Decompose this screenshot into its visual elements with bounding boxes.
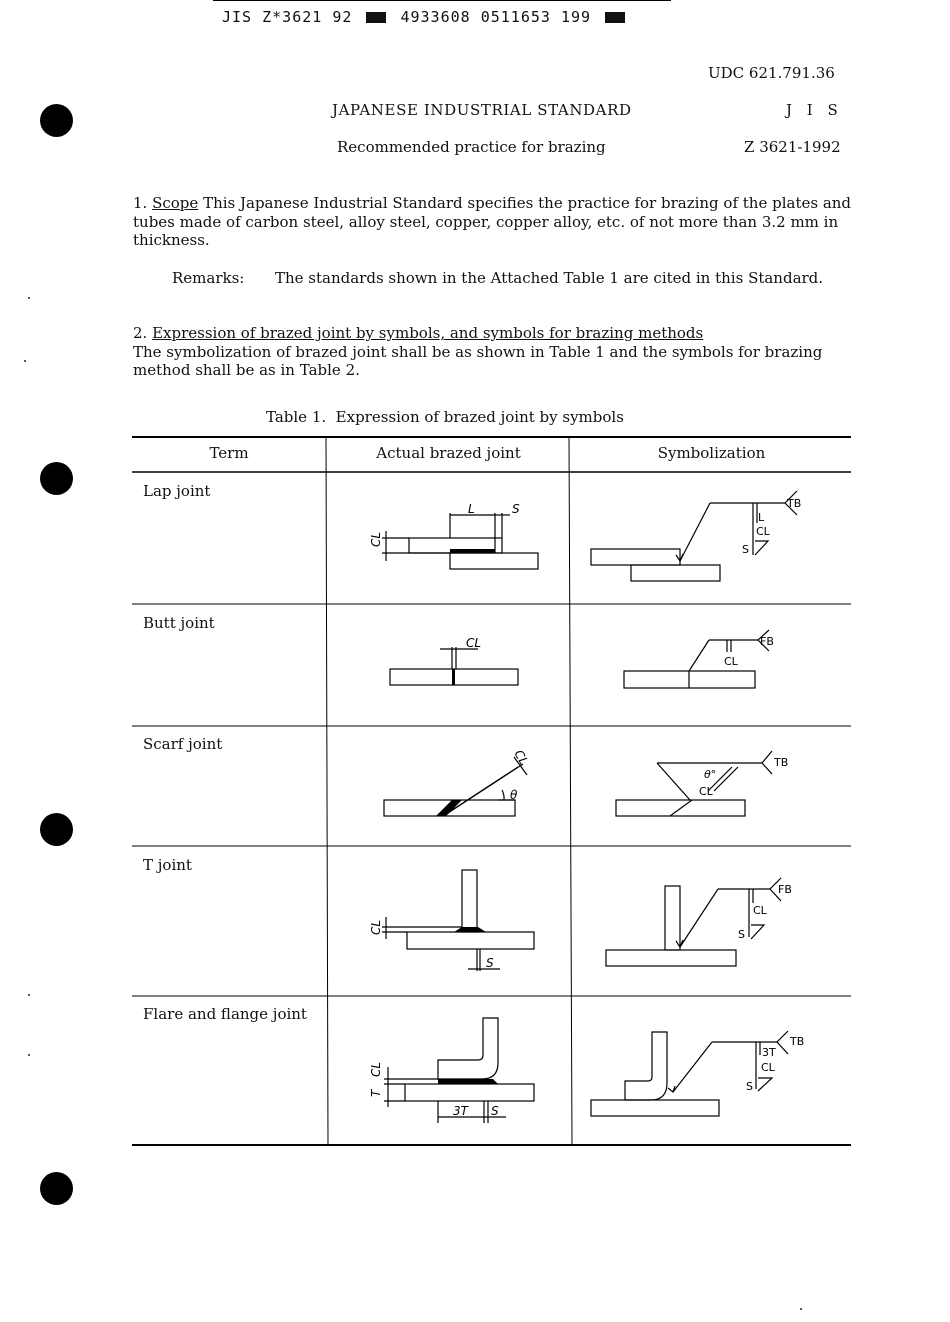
column-header-actual: Actual brazed joint (376, 444, 521, 462)
standard-number: Z 3621-1992 (744, 138, 841, 156)
t-joint-symbol-figure (572, 847, 851, 996)
dim-label: S (512, 502, 520, 516)
dim-label: CL (369, 919, 383, 935)
document-code-prefix: JIS Z*3621 92 (222, 8, 353, 26)
symbol-label: CL (699, 785, 713, 798)
document-subtitle: Recommended practice for brazing (337, 138, 606, 156)
dim-label: S (486, 956, 494, 970)
jis-mark: J I S (786, 101, 843, 119)
symbol-label: TB (774, 756, 789, 769)
table-caption: Table 1. Expression of brazed joint by symbols (266, 408, 624, 426)
symbol-label: 3T (762, 1046, 776, 1059)
speck (28, 297, 30, 299)
speck (24, 360, 26, 362)
t-joint-actual-figure (328, 847, 569, 996)
dim-label: L (468, 502, 475, 516)
symbol-label: CL (724, 655, 738, 668)
symbol-label: S (738, 928, 745, 941)
speck (28, 1054, 30, 1056)
symbol-label: FB (760, 635, 774, 648)
butt-joint-symbol-figure (572, 605, 851, 726)
section-1 (133, 194, 853, 250)
dim-label: CL (369, 531, 383, 547)
section-number: 2. (133, 324, 148, 342)
lap-joint-actual-figure (328, 473, 569, 604)
top-rule (213, 0, 671, 1)
black-block (366, 12, 386, 23)
dim-label: CL (466, 636, 482, 650)
lap-joint-symbol-figure (572, 473, 851, 604)
column-header-symbolization: Symbolization (657, 444, 766, 462)
symbol-label: CL (756, 525, 770, 538)
column-header-term: Term (209, 444, 249, 462)
udc-number: UDC 621.791.36 (708, 64, 835, 82)
butt-joint-actual-figure (328, 605, 569, 726)
section-text: This Japanese Industrial Standard specifies the practice for brazing of the plates and tubes made of carbon steel, alloy steel, copper, copper alloy, etc. of not more than 3.2 mm in thickness. (133, 194, 852, 249)
symbol-label: S (746, 1080, 753, 1093)
remarks-label: Remarks: (172, 269, 245, 287)
punch-hole (40, 813, 73, 846)
speck (28, 994, 30, 996)
black-block (605, 12, 625, 23)
section-heading: Scope (152, 194, 199, 212)
symbol-label: TB (787, 497, 802, 510)
dim-label: 3T (453, 1104, 468, 1118)
dim-label: CL (511, 747, 532, 768)
page-title: JAPANESE INDUSTRIAL STANDARD (332, 101, 632, 119)
symbol-label: S (742, 543, 749, 556)
row-term: Lap joint (143, 482, 211, 500)
symbol-label: FB (778, 883, 792, 896)
dim-label: T (369, 1089, 383, 1097)
symbol-label: L (758, 511, 765, 524)
dim-label: S (491, 1104, 499, 1118)
section-number: 1. (133, 194, 148, 212)
section-text: The symbolization of brazed joint shall be as shown in Table 1 and the symbols for brazing method shall be as in Table 2. (133, 342, 823, 379)
document-code-suffix: 4933608 0511653 199 (400, 8, 592, 26)
symbol-label: TB (790, 1035, 805, 1048)
symbol-label: CL (761, 1061, 775, 1074)
flare-flange-joint-actual-figure (328, 997, 569, 1145)
section-2 (133, 324, 853, 380)
symbol-label: CL (753, 904, 767, 917)
row-term: Flare and flange joint (143, 1005, 307, 1023)
row-term: T joint (143, 856, 192, 874)
punch-hole (40, 1172, 73, 1205)
speck (800, 1308, 802, 1310)
dim-label: θ (510, 788, 518, 802)
punch-hole (40, 462, 73, 495)
section-heading: Expression of brazed joint by symbols, and symbols for brazing methods (152, 324, 704, 342)
document-code (222, 8, 629, 26)
row-term: Scarf joint (143, 735, 223, 753)
scarf-joint-symbol-figure (572, 727, 851, 846)
punch-hole (40, 104, 73, 137)
scarf-joint-actual-figure (328, 727, 569, 846)
table-1 (132, 436, 851, 1146)
row-term: Butt joint (143, 614, 215, 632)
dim-label: CL (369, 1061, 383, 1077)
flare-flange-joint-symbol-figure (572, 997, 851, 1145)
remarks-text: The standards shown in the Attached Table 1 are cited in this Standard. (275, 269, 824, 287)
symbol-label: θ° (704, 768, 717, 781)
